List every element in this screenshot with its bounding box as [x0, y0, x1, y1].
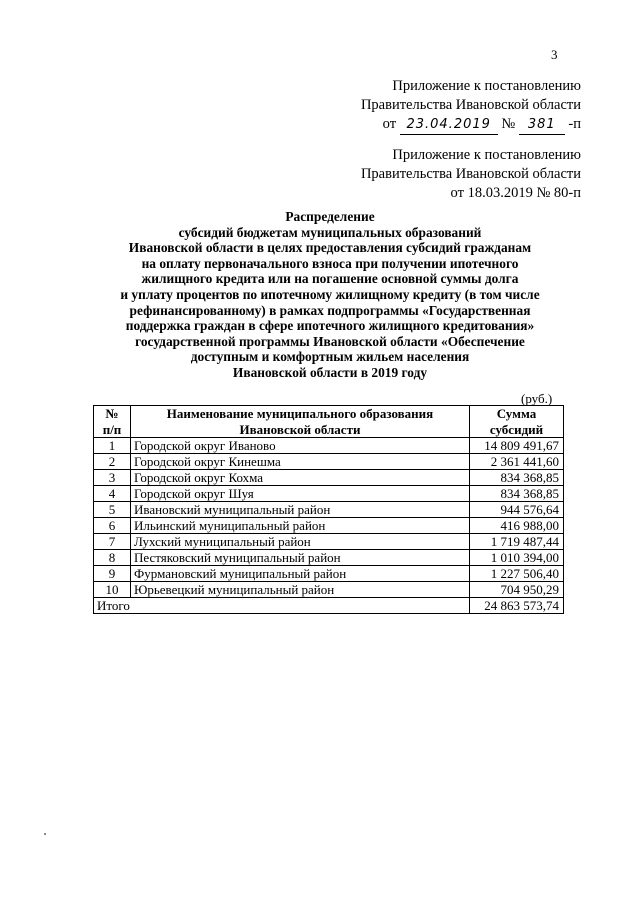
appendix-old-line2: Правительства Ивановской области: [360, 166, 581, 182]
table-total-row: [94, 598, 564, 614]
header-sum: [470, 406, 564, 438]
header-name: [131, 406, 470, 438]
date-prefix: от: [382, 116, 397, 132]
header-name-line2: Ивановской области: [239, 421, 361, 437]
row-name: Ильинский муниципальный район: [131, 518, 470, 534]
handwritten-date: 23.04.2019: [400, 115, 498, 135]
table-row: [94, 534, 564, 550]
title-line: и уплату процентов по ипотечному жилищному кредиту (в том числе: [120, 286, 540, 302]
row-sum: 2 361 441,60: [470, 454, 564, 470]
row-sum: 704 950,29: [470, 582, 564, 598]
table-row: [94, 438, 564, 454]
table-row: [94, 582, 564, 598]
page-number: 3: [551, 47, 558, 62]
header-name-line1: Наименование муниципального образования: [166, 406, 434, 421]
row-name: Фурмановский муниципальный район: [131, 566, 470, 582]
table-row: [94, 454, 564, 470]
appendix-new-line1: Приложение к постановлению: [392, 78, 581, 94]
header-sum-line2: субсидий: [489, 421, 544, 437]
row-name: Городской округ Иваново: [131, 438, 470, 454]
subsidy-table: [93, 405, 564, 614]
title-line: рефинансированному) в рамках подпрограммы «Государственная: [129, 302, 531, 318]
table-row: [94, 518, 564, 534]
title-line: Ивановской области в целях предоставления субсидий гражданам: [128, 240, 532, 256]
row-num: 6: [94, 518, 131, 534]
row-num: 9: [94, 566, 131, 582]
row-name: Юрьевецкий муниципальный район: [131, 582, 470, 598]
table-row: [94, 486, 564, 502]
row-num: 10: [94, 582, 131, 598]
handwritten-number: 381: [519, 115, 565, 135]
title-line: Ивановской области в 2019 году: [232, 364, 428, 380]
row-num: 5: [94, 502, 131, 518]
appendix-new-date-line: [361, 115, 581, 135]
row-num: 4: [94, 486, 131, 502]
row-sum: 944 576,64: [470, 502, 564, 518]
document-title: [100, 209, 560, 381]
appendix-old: [361, 146, 581, 203]
appendix-new: [361, 77, 581, 135]
row-sum: 416 988,00: [470, 518, 564, 534]
appendix-old-line1: Приложение к постановлению: [392, 147, 581, 163]
row-sum: 1 227 506,40: [470, 566, 564, 582]
table-header-row: [94, 406, 564, 438]
title-line: поддержка граждан в сфере ипотечного жилищного кредитования»: [125, 318, 535, 334]
header-num-line1: №: [105, 406, 119, 421]
row-name: Пестяковский муниципальный район: [131, 550, 470, 566]
title-line: жилищного кредита или на погашение основной суммы долга: [141, 271, 519, 287]
row-num: 1: [94, 438, 131, 454]
header-num: [94, 406, 131, 438]
row-num: 7: [94, 534, 131, 550]
title-line: на оплату первоначального взноса при получении ипотечного: [141, 255, 519, 271]
row-sum: 1 719 487,44: [470, 534, 564, 550]
row-num: 2: [94, 454, 131, 470]
row-num: 3: [94, 470, 131, 486]
table-row: [94, 470, 564, 486]
row-sum: 14 809 491,67: [470, 438, 564, 454]
total-sum: 24 863 573,74: [470, 598, 564, 614]
row-name: Лухский муниципальный район: [131, 534, 470, 550]
number-prefix: №: [501, 116, 516, 132]
row-name: Городской округ Шуя: [131, 486, 470, 502]
table-row: [94, 566, 564, 582]
scan-speck: [44, 833, 46, 835]
table-row: [94, 550, 564, 566]
row-name: Городской округ Кинешма: [131, 454, 470, 470]
units-label: (руб.): [521, 391, 553, 406]
title-line: государственной программы Ивановской области «Обеспечение: [135, 333, 525, 349]
title-line: Распределение: [285, 209, 375, 224]
row-sum: 834 368,85: [470, 470, 564, 486]
row-sum: 834 368,85: [470, 486, 564, 502]
title-line: субсидий бюджетам муниципальных образований: [178, 224, 482, 240]
appendix-old-line3: от 18.03.2019 № 80-п: [450, 185, 581, 201]
header-sum-line1: Сумма: [496, 406, 537, 421]
header-num-line2: п/п: [102, 421, 122, 437]
title-line: доступным и комфортным жильем населения: [190, 349, 470, 365]
row-num: 8: [94, 550, 131, 566]
total-label: Итого: [94, 598, 470, 614]
appendix-new-line2: Правительства Ивановской области: [360, 97, 581, 113]
number-suffix: -п: [568, 116, 581, 132]
row-sum: 1 010 394,00: [470, 550, 564, 566]
row-name: Городской округ Кохма: [131, 470, 470, 486]
row-name: Ивановский муниципальный район: [131, 502, 470, 518]
table-row: [94, 502, 564, 518]
